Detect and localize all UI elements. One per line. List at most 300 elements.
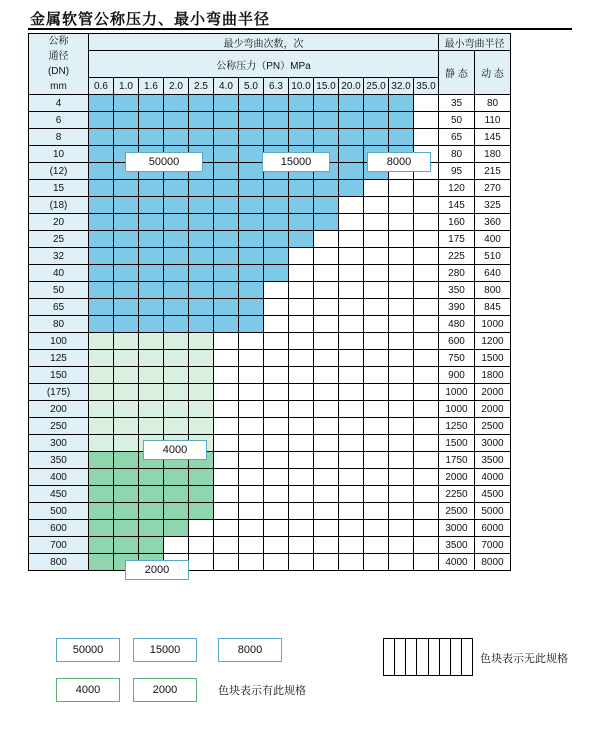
- spec-cell: [89, 537, 114, 554]
- spec-cell: [264, 180, 289, 197]
- spec-cell: [364, 248, 389, 265]
- radius-static-value: 80: [439, 146, 475, 163]
- radius-dynamic-value: 110: [475, 112, 511, 129]
- table-row: [29, 248, 511, 265]
- spec-cell: [389, 299, 414, 316]
- spec-cell: [139, 486, 164, 503]
- spec-cell: [389, 418, 414, 435]
- spec-cell: [414, 180, 439, 197]
- radius-dynamic-value: 2500: [475, 418, 511, 435]
- spec-cell: [314, 384, 339, 401]
- spec-cell: [139, 265, 164, 282]
- spec-cell: [289, 350, 314, 367]
- spec-cell: [89, 554, 114, 571]
- radius-dynamic-value: 1000: [475, 316, 511, 333]
- spec-cell: [314, 333, 339, 350]
- spec-cell: [414, 418, 439, 435]
- spec-cell: [164, 197, 189, 214]
- spec-cell: [164, 112, 189, 129]
- spec-cell: [239, 214, 264, 231]
- pn-col-header: 25.0: [364, 78, 389, 95]
- dn-value: (12): [29, 163, 89, 180]
- spec-cell: [139, 299, 164, 316]
- table-row: [29, 452, 511, 469]
- radius-dynamic-value: 640: [475, 265, 511, 282]
- spec-cell: [339, 129, 364, 146]
- spec-cell: [164, 418, 189, 435]
- spec-cell: [89, 333, 114, 350]
- radius-dynamic-value: 7000: [475, 537, 511, 554]
- spec-cell: [214, 129, 239, 146]
- spec-cell: [214, 316, 239, 333]
- spec-cell: [214, 214, 239, 231]
- spec-cell: [314, 418, 339, 435]
- spec-cell: [189, 248, 214, 265]
- spec-cell: [89, 146, 114, 163]
- spec-cell: [414, 112, 439, 129]
- table-row: [29, 112, 511, 129]
- table-row: [29, 384, 511, 401]
- spec-cell: [364, 537, 389, 554]
- spec-cell: [339, 452, 364, 469]
- dn-value: 125: [29, 350, 89, 367]
- dn-value: 20: [29, 214, 89, 231]
- spec-cell: [239, 367, 264, 384]
- spec-cell: [339, 197, 364, 214]
- dn-value: 700: [29, 537, 89, 554]
- spec-cell: [364, 418, 389, 435]
- spec-cell: [139, 214, 164, 231]
- spec-cell: [239, 248, 264, 265]
- dn-value: 32: [29, 248, 89, 265]
- spec-cell: [414, 401, 439, 418]
- spec-cell: [214, 486, 239, 503]
- table-row: [29, 435, 511, 452]
- radius-static-value: 1000: [439, 401, 475, 418]
- spec-cell: [264, 231, 289, 248]
- dn-value: 250: [29, 418, 89, 435]
- spec-cell: [264, 503, 289, 520]
- spec-cell: [189, 384, 214, 401]
- spec-cell: [364, 180, 389, 197]
- spec-cell: [139, 384, 164, 401]
- spec-cell: [114, 299, 139, 316]
- spec-cell: [264, 486, 289, 503]
- spec-cell: [114, 435, 139, 452]
- spec-cell: [364, 503, 389, 520]
- spec-cell: [214, 554, 239, 571]
- spec-cell: [214, 265, 239, 282]
- spec-cell: [164, 486, 189, 503]
- spec-cell: [239, 163, 264, 180]
- spec-cell: [139, 231, 164, 248]
- spec-cell: [389, 537, 414, 554]
- spec-cell: [414, 520, 439, 537]
- spec-cell: [239, 469, 264, 486]
- radius-dynamic-value: 180: [475, 146, 511, 163]
- dn-value: 65: [29, 299, 89, 316]
- spec-cell: [264, 299, 289, 316]
- spec-cell: [289, 265, 314, 282]
- spec-cell: [339, 350, 364, 367]
- spec-cell: [414, 95, 439, 112]
- spec-cell: [89, 384, 114, 401]
- pn-col-header: 2.5: [189, 78, 214, 95]
- spec-cell: [264, 384, 289, 401]
- table-row: [29, 265, 511, 282]
- dn-value: 8: [29, 129, 89, 146]
- spec-cell: [389, 282, 414, 299]
- table-row: [29, 333, 511, 350]
- spec-cell: [289, 197, 314, 214]
- spec-cell: [414, 537, 439, 554]
- spec-cell: [89, 180, 114, 197]
- spec-cell: [114, 452, 139, 469]
- dn-value: 100: [29, 333, 89, 350]
- spec-cell: [264, 554, 289, 571]
- spec-cell: [364, 95, 389, 112]
- spec-cell: [364, 265, 389, 282]
- spec-cell: [139, 350, 164, 367]
- spec-cell: [339, 418, 364, 435]
- spec-cell: [139, 333, 164, 350]
- spec-cell: [364, 333, 389, 350]
- table-row: [29, 95, 511, 112]
- spec-cell: [139, 316, 164, 333]
- table-row: [29, 299, 511, 316]
- spec-cell: [289, 367, 314, 384]
- spec-cell: [364, 129, 389, 146]
- spec-cell: [289, 486, 314, 503]
- spec-cell: [389, 401, 414, 418]
- spec-cell: [89, 95, 114, 112]
- radius-static-value: 175: [439, 231, 475, 248]
- spec-cell: [314, 95, 339, 112]
- spec-cell: [189, 486, 214, 503]
- spec-cell: [89, 520, 114, 537]
- spec-cell: [389, 384, 414, 401]
- page-title: 金属软管公称压力、最小弯曲半径: [30, 10, 271, 28]
- spec-cell: [314, 537, 339, 554]
- spec-cell: [414, 248, 439, 265]
- spec-cell: [389, 520, 414, 537]
- spec-cell: [414, 299, 439, 316]
- spec-cell: [239, 384, 264, 401]
- spec-cell: [214, 333, 239, 350]
- spec-cell: [239, 554, 264, 571]
- spec-cell: [239, 146, 264, 163]
- spec-cell: [389, 469, 414, 486]
- spec-cell: [239, 503, 264, 520]
- spec-cell: [364, 350, 389, 367]
- dn-value: 150: [29, 367, 89, 384]
- spec-cell: [114, 248, 139, 265]
- spec-cell: [264, 333, 289, 350]
- spec-cell: [364, 367, 389, 384]
- spec-cell: [164, 367, 189, 384]
- spec-cell: [314, 129, 339, 146]
- table-row: [29, 214, 511, 231]
- spec-cell: [214, 452, 239, 469]
- spec-cell: [339, 265, 364, 282]
- spec-cell: [414, 384, 439, 401]
- spec-cell: [214, 418, 239, 435]
- title-divider: [28, 28, 572, 30]
- tag-50000: 50000: [125, 152, 203, 172]
- spec-cell: [414, 503, 439, 520]
- spec-cell: [314, 231, 339, 248]
- table-row: [29, 503, 511, 520]
- spec-cell: [139, 537, 164, 554]
- dn-value: 40: [29, 265, 89, 282]
- spec-cell: [139, 180, 164, 197]
- spec-cell: [289, 95, 314, 112]
- spec-cell: [164, 503, 189, 520]
- spec-cell: [89, 129, 114, 146]
- table-row: [29, 316, 511, 333]
- spec-cell: [264, 248, 289, 265]
- spec-cell: [289, 180, 314, 197]
- spec-cell: [289, 282, 314, 299]
- spec-cell: [414, 367, 439, 384]
- radius-static-value: 160: [439, 214, 475, 231]
- empty-swatch: [383, 638, 473, 676]
- spec-cell: [264, 350, 289, 367]
- spec-cell: [339, 367, 364, 384]
- spec-cell: [289, 418, 314, 435]
- spec-cell: [139, 418, 164, 435]
- spec-cell: [364, 554, 389, 571]
- spec-cell: [139, 129, 164, 146]
- spec-cell: [414, 231, 439, 248]
- radius-static-value: 2500: [439, 503, 475, 520]
- spec-cell: [239, 129, 264, 146]
- spec-cell: [264, 469, 289, 486]
- dn-header-line4: mm: [50, 81, 67, 92]
- spec-cell: [339, 146, 364, 163]
- spec-cell: [89, 452, 114, 469]
- radius-header: 最小弯曲半径: [439, 34, 511, 51]
- spec-cell: [214, 248, 239, 265]
- header-row-2: [29, 51, 511, 78]
- spec-cell: [214, 95, 239, 112]
- spec-cell: [189, 520, 214, 537]
- spec-cell: [364, 469, 389, 486]
- spec-cell: [314, 401, 339, 418]
- table-row: [29, 469, 511, 486]
- spec-cell: [189, 469, 214, 486]
- table-row: [29, 180, 511, 197]
- dn-header: [29, 34, 89, 95]
- spec-cell: [114, 367, 139, 384]
- spec-cell: [389, 197, 414, 214]
- spec-cell: [314, 350, 339, 367]
- spec-cell: [264, 418, 289, 435]
- legend-empty-note: 色块表示无此规格: [480, 653, 568, 665]
- spec-cell: [314, 112, 339, 129]
- spec-cell: [314, 469, 339, 486]
- radius-static-value: 750: [439, 350, 475, 367]
- dn-value: 450: [29, 486, 89, 503]
- spec-cell: [164, 282, 189, 299]
- spec-table: [28, 33, 511, 571]
- spec-cell: [239, 299, 264, 316]
- legend-15000: 15000: [133, 638, 197, 662]
- radius-static-value: 35: [439, 95, 475, 112]
- radius-dynamic-value: 5000: [475, 503, 511, 520]
- radius-static-header: 静 态: [439, 51, 475, 95]
- radius-static-value: 900: [439, 367, 475, 384]
- spec-cell: [314, 299, 339, 316]
- spec-cell: [164, 350, 189, 367]
- radius-static-value: 3500: [439, 537, 475, 554]
- spec-cell: [239, 452, 264, 469]
- pn-col-header: 1.6: [139, 78, 164, 95]
- spec-cell: [264, 435, 289, 452]
- spec-cell: [214, 180, 239, 197]
- radius-dynamic-value: 215: [475, 163, 511, 180]
- spec-cell: [114, 197, 139, 214]
- spec-cell: [264, 265, 289, 282]
- radius-static-value: 1250: [439, 418, 475, 435]
- spec-cell: [189, 214, 214, 231]
- spec-cell: [214, 350, 239, 367]
- spec-cell: [164, 401, 189, 418]
- radius-dynamic-value: 2000: [475, 384, 511, 401]
- spec-cell: [89, 418, 114, 435]
- spec-cell: [89, 316, 114, 333]
- spec-cell: [239, 316, 264, 333]
- spec-cell: [364, 452, 389, 469]
- spec-cell: [314, 248, 339, 265]
- spec-cell: [289, 520, 314, 537]
- spec-cell: [264, 452, 289, 469]
- spec-cell: [239, 486, 264, 503]
- spec-cell: [164, 214, 189, 231]
- spec-cell: [239, 265, 264, 282]
- dn-header-line2: 通径: [48, 51, 69, 62]
- spec-cell: [414, 350, 439, 367]
- spec-cell: [264, 214, 289, 231]
- spec-cell: [89, 503, 114, 520]
- spec-cell: [139, 95, 164, 112]
- spec-cell: [139, 520, 164, 537]
- spec-cell: [339, 435, 364, 452]
- spec-cell: [89, 486, 114, 503]
- spec-cell: [239, 418, 264, 435]
- spec-cell: [364, 214, 389, 231]
- spec-cell: [164, 248, 189, 265]
- spec-cell: [339, 180, 364, 197]
- spec-cell: [164, 299, 189, 316]
- spec-cell: [89, 231, 114, 248]
- spec-cell: [289, 299, 314, 316]
- spec-cell: [339, 231, 364, 248]
- radius-static-value: 350: [439, 282, 475, 299]
- dn-value: 4: [29, 95, 89, 112]
- spec-cell: [189, 180, 214, 197]
- radius-dynamic-value: 145: [475, 129, 511, 146]
- dn-value: 300: [29, 435, 89, 452]
- spec-cell: [189, 333, 214, 350]
- radius-dynamic-value: 845: [475, 299, 511, 316]
- table-row: [29, 197, 511, 214]
- spec-cell: [164, 333, 189, 350]
- spec-cell: [314, 503, 339, 520]
- spec-cell: [114, 469, 139, 486]
- spec-cell: [264, 401, 289, 418]
- spec-cell: [364, 401, 389, 418]
- spec-cell: [289, 469, 314, 486]
- spec-cell: [264, 520, 289, 537]
- spec-cell: [314, 452, 339, 469]
- dn-value: 80: [29, 316, 89, 333]
- spec-cell: [139, 197, 164, 214]
- radius-static-value: 1500: [439, 435, 475, 452]
- radius-dynamic-value: 3500: [475, 452, 511, 469]
- dn-value: 500: [29, 503, 89, 520]
- dn-value: 200: [29, 401, 89, 418]
- spec-cell: [339, 333, 364, 350]
- spec-cell: [89, 197, 114, 214]
- spec-cell: [339, 299, 364, 316]
- radius-static-value: 4000: [439, 554, 475, 571]
- spec-cell: [314, 197, 339, 214]
- legend: [28, 634, 572, 714]
- spec-cell: [114, 418, 139, 435]
- radius-static-value: 390: [439, 299, 475, 316]
- radius-dynamic-value: 325: [475, 197, 511, 214]
- spec-cell: [239, 350, 264, 367]
- radius-dynamic-value: 8000: [475, 554, 511, 571]
- spec-cell: [189, 367, 214, 384]
- table-row: [29, 554, 511, 571]
- spec-cell: [389, 214, 414, 231]
- spec-cell: [114, 401, 139, 418]
- spec-cell: [264, 112, 289, 129]
- radius-static-value: 50: [439, 112, 475, 129]
- spec-cell: [339, 520, 364, 537]
- tag-4000: 4000: [143, 440, 207, 460]
- radius-static-value: 480: [439, 316, 475, 333]
- spec-cell: [289, 537, 314, 554]
- spec-cell: [389, 350, 414, 367]
- pn-col-header: 5.0: [239, 78, 264, 95]
- spec-cell: [189, 537, 214, 554]
- spec-cell: [289, 214, 314, 231]
- radius-dynamic-value: 400: [475, 231, 511, 248]
- spec-cell: [414, 282, 439, 299]
- spec-cell: [114, 214, 139, 231]
- spec-cell: [139, 248, 164, 265]
- spec-cell: [114, 486, 139, 503]
- pn-col-header: 6.3: [264, 78, 289, 95]
- spec-cell: [364, 384, 389, 401]
- spec-cell: [389, 554, 414, 571]
- spec-cell: [189, 129, 214, 146]
- spec-cell: [264, 129, 289, 146]
- spec-cell: [339, 469, 364, 486]
- spec-cell: [364, 282, 389, 299]
- table-row: [29, 418, 511, 435]
- spec-cell: [314, 282, 339, 299]
- spec-cell: [164, 231, 189, 248]
- dn-header-line3: (DN): [47, 66, 70, 77]
- pn-col-header: 32.0: [389, 78, 414, 95]
- spec-cell: [114, 282, 139, 299]
- spec-cell: [364, 486, 389, 503]
- tag-8000: 8000: [367, 152, 431, 172]
